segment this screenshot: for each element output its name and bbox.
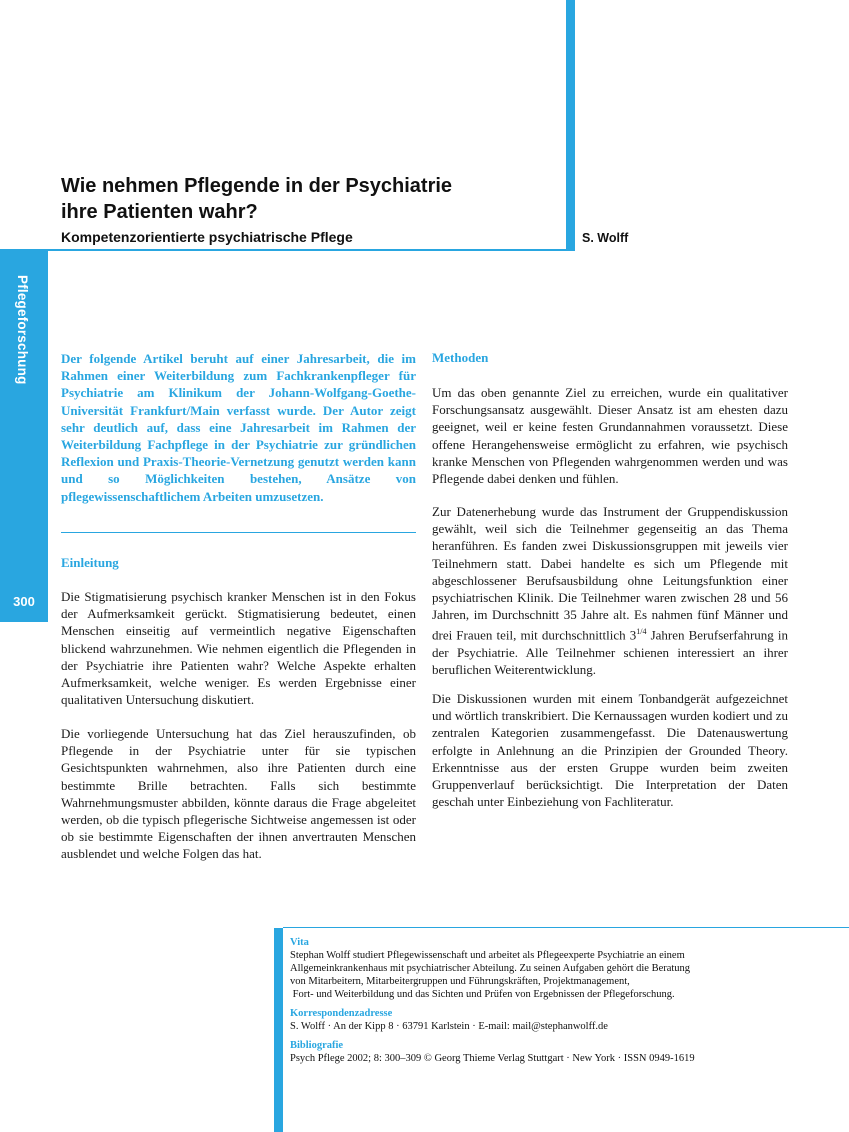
vita-accent-bar — [274, 928, 283, 1132]
paragraph — [432, 690, 788, 810]
correspondence-text: S. Wolff · An der Kipp 8 · 63791 Karlstein · E-mail: mail@stephanwolff.de — [290, 1021, 608, 1032]
paragraph — [61, 588, 416, 708]
vita-rule — [283, 927, 849, 928]
title-line-1: Wie nehmen Pflegende in der Psychiatrie — [61, 175, 453, 197]
vita-line-2: Allgemeinkrankenhaus mit psychiatrischer Abteilung. Zu seinen Aufgaben gehört die Beratung — [290, 963, 691, 974]
paragraph — [432, 384, 788, 487]
header-accent-bar — [566, 0, 575, 251]
abstract — [61, 350, 416, 505]
section-heading-einleitung: Einleitung — [61, 555, 119, 570]
correspondence-heading: Korrespondenzadresse — [290, 1008, 393, 1019]
vita-line-3: von Mitarbeitern, Mitarbeitergruppen und Führungskräften, Projektmanagement, — [290, 976, 630, 987]
methoden-paragraph-1: Um das oben genannte Ziel zu erreichen, wurde ein qualitativer Forschungsansatz ausgewählt. Dieser Ansatz ist am ehesten dazu geeignet, weil er keine festen Grundannahmen voraussetzt. Diese offene Herangehensweise ermöglicht zu erfahren, wie psychisch kranke Menschen von Pflegenden wahrgenommen werden und was Pflegende dabei denken und fühlen. — [432, 385, 788, 487]
title-line-2: ihre Patienten wahr? — [61, 201, 258, 223]
abstract-divider — [61, 532, 416, 533]
bibliography-text: Psych Pflege 2002; 8: 300–309 © Georg Thieme Verlag Stuttgart · New York · ISSN 0949-1619 — [290, 1053, 695, 1064]
section-label: Pflegeforschung — [15, 275, 30, 385]
methoden-paragraph-2 — [432, 503, 788, 678]
section-side-tab — [0, 251, 48, 622]
paragraph — [61, 725, 416, 863]
methoden-paragraph-3: Die Diskussionen wurden mit einem Tonbandgerät aufgezeichnet und wörtlich transkribiert. Die Kernaussagen wurden kodiert und zu zentralen Kategorien zusammengefasst. Die Datenauswertung erfolgte in Anlehnung an die Prinzipien der Grounded Theory. Erkenntnisse aus der ersten Gruppe wurden beim zweiten Gruppenverlauf berücksichtigt. Die Interpretation der Daten geschah unter Einbeziehung von Fachliteratur. — [432, 691, 788, 810]
header-rule — [0, 249, 573, 251]
einleitung-paragraph-1: Die Stigmatisierung psychisch kranker Menschen ist in den Fokus der Aufmerksamkeit gerückt. Stigmatisierung bedeutet, einen Menschen einseitig auf vermeintlich negative Eigenschaften blickend wahrzunehmen. Wie nehmen eigentlich die Pflegenden in der Psychiatrie ihre Patienten wahr? Welche Aspekte erhalten Aufmerksamkeit, welche weniger. Es werden Ergebnisse einer qualitativen Untersuchung diskutiert. — [61, 589, 416, 708]
paragraph — [432, 503, 788, 678]
vita-line-1: Stephan Wolff studiert Pflegewissenschaft und arbeitet als Pflegeexperte Psychiatrie an einem — [290, 950, 685, 961]
methoden-p2-part-2: Jahren Berufserfahrung in der Psychiatrie. Alle Teilnehmer schienen interessiert an ihrer beruflichen Weiterentwicklung. — [432, 627, 788, 678]
abstract-text: Der folgende Artikel beruht auf einer Jahresarbeit, die im Rahmen einer Weiterbildung zum Fachkrankenpfleger für Psychiatrie am Klinikum der Johann-Wolfgang-Goethe-Universität Frankfurt/Main verfasst wurde. Der Autor zeigt sehr deutlich auf, dass eine Jahresarbeit im Rahmen der Weiterbildung Fachpflege in der Psychiatrie zur gründlichen Reflexion und Praxis-Theorie-Vernetzung genutzt werden kann und so Möglichkeiten bestehen, Ansätze von pflegewissenschaftlichem Arbeiten umzusetzen. — [61, 351, 416, 504]
vita-box — [290, 936, 830, 1065]
page-number: 300 — [13, 594, 35, 609]
bibliography-heading: Bibliografie — [290, 1040, 344, 1051]
author-name: S. Wolff — [582, 231, 629, 245]
fraction-quarter: 1/4 — [636, 627, 647, 637]
methoden-p2-part-1: Zur Datenerhebung wurde das Instrument der Gruppendiskussion gewählt, weil sich die Teilnehmer gegenseitig an das Thema heranführen. Es fanden zwei Diskussionsgruppen mit jeweils vier Teilnehmern statt. Dabei handelte es sich um Pflegende mit abgeschlossener Berufsausbildung ohne Leitungsfunktion einer psychiatrischen Klinik. Die Teilnehmer waren zwischen 28 und 56 Jahren, im Durchschnitt 35 Jahre alt. Es nahmen fünf Männer und drei Frauen teil, mit durchschnittlich 3 — [432, 504, 788, 643]
einleitung-paragraph-2: Die vorliegende Untersuchung hat das Ziel herauszufinden, ob Pflegende in der Psychiatrie unter für sie typischen Gesichtspunkten wahrnehmen, also ihre Patienten durch eine bestimmte Brille betrachten. Falls sich bestimmte Wahrnehmungsmuster abbilden, könnte daraus die Frage abgeleitet werden, ob die typisch pflegerische Sichtweise angemessen ist oder ob sie bestimmte Eigenschaften der ihnen anvertrauten Menschen ausblendet und welche Folgen das hat. — [61, 726, 416, 862]
article-subtitle: Kompetenzorientierte psychiatrische Pflege — [61, 229, 353, 245]
vita-line-4: Fort- und Weiterbildung und das Sichten und Prüfen von Ergebnissen der Pflegeforschung. — [290, 989, 675, 1000]
article-title — [61, 173, 541, 225]
vita-heading: Vita — [290, 937, 309, 948]
section-heading-methoden: Methoden — [432, 350, 489, 365]
